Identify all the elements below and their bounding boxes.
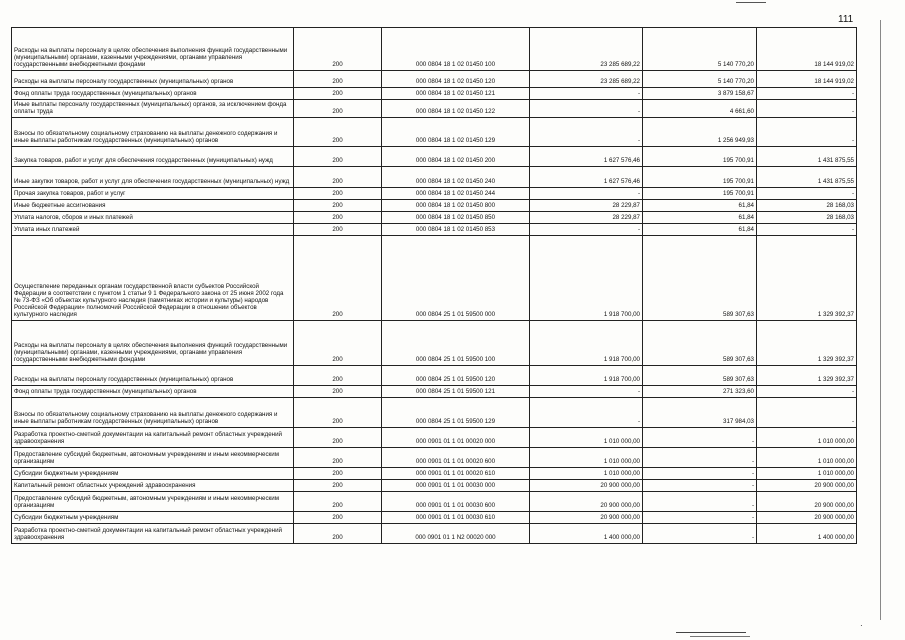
cell-line-code: 200 (294, 468, 382, 480)
cell-executed-amount: - (643, 448, 757, 468)
cell-approved-amount: - (530, 88, 643, 100)
cell-approved-amount: 1 918 700,00 (530, 321, 643, 366)
cell-line-code: 200 (294, 200, 382, 212)
cell-unexecuted-amount: - (757, 398, 857, 428)
table-row (12, 71, 857, 88)
cell-executed-amount: 195 700,91 (643, 147, 757, 167)
cell-description: Предоставление субсидий бюджетным, автономным учреждениям и иным некоммерческим организациям (12, 448, 294, 468)
cell-budget-classification-code: 000 0804 18 1 02 01450 853 (382, 224, 530, 236)
cell-description: Субсидии бюджетным учреждениям (12, 468, 294, 480)
cell-approved-amount: 23 285 689,22 (530, 71, 643, 88)
cell-budget-classification-code: 000 0804 25 1 01 59500 000 (382, 236, 530, 321)
cell-unexecuted-amount: 1 010 000,00 (757, 468, 857, 480)
cell-line-code: 200 (294, 188, 382, 200)
cell-description: Иные выплаты персоналу государственных (муниципальных) органов, за исключением фонда оплаты труда (12, 100, 294, 118)
cell-line-code: 200 (294, 147, 382, 167)
cell-budget-classification-code: 000 0804 18 1 02 01450 240 (382, 167, 530, 188)
cell-budget-classification-code: 000 0901 01 1 N2 00020 000 (382, 524, 530, 544)
cell-budget-classification-code: 000 0901 01 1 01 00030 000 (382, 480, 530, 492)
cell-description: Закупка товаров, работ и услуг для обеспечения государственных (муниципальных) нужд (12, 147, 294, 167)
cell-approved-amount: - (530, 398, 643, 428)
cell-budget-classification-code: 000 0804 25 1 01 59500 100 (382, 321, 530, 366)
budget-execution-table (11, 27, 857, 544)
cell-approved-amount: 1 400 000,00 (530, 524, 643, 544)
cell-budget-classification-code: 000 0804 18 1 02 01450 121 (382, 88, 530, 100)
table-row (12, 468, 857, 480)
cell-budget-classification-code: 000 0901 01 1 01 00030 610 (382, 512, 530, 524)
cell-unexecuted-amount: - (757, 88, 857, 100)
cell-approved-amount: 1 627 576,46 (530, 147, 643, 167)
cell-approved-amount: 23 285 689,22 (530, 28, 643, 71)
table-row (12, 100, 857, 118)
cell-description: Прочая закупка товаров, работ и услуг (12, 188, 294, 200)
cell-unexecuted-amount: 20 900 000,00 (757, 480, 857, 492)
cell-unexecuted-amount: 1 010 000,00 (757, 428, 857, 448)
table-row (12, 224, 857, 236)
table-row (12, 512, 857, 524)
cell-approved-amount: - (530, 100, 643, 118)
cell-budget-classification-code: 000 0804 18 1 02 01450 100 (382, 28, 530, 71)
table-row (12, 28, 857, 71)
table-row (12, 147, 857, 167)
cell-executed-amount: - (643, 492, 757, 512)
cell-approved-amount: 28 229,87 (530, 200, 643, 212)
cell-budget-classification-code: 000 0804 25 1 01 59500 129 (382, 398, 530, 428)
cell-unexecuted-amount: 1 010 000,00 (757, 448, 857, 468)
cell-line-code: 200 (294, 480, 382, 492)
cell-line-code: 200 (294, 88, 382, 100)
cell-line-code: 200 (294, 212, 382, 224)
cell-unexecuted-amount: - (757, 386, 857, 398)
cell-line-code: 200 (294, 100, 382, 118)
cell-line-code: 200 (294, 224, 382, 236)
cell-approved-amount: 1 010 000,00 (530, 468, 643, 480)
cell-description: Разработка проектно-сметной документации на капитальный ремонт областных учреждений здравоохранения (12, 428, 294, 448)
cell-unexecuted-amount: 1 329 392,37 (757, 321, 857, 366)
cell-executed-amount: 1 256 949,93 (643, 118, 757, 147)
cell-description: Расходы на выплаты персоналу государственных (муниципальных) органов (12, 366, 294, 386)
cell-line-code: 200 (294, 71, 382, 88)
cell-unexecuted-amount: 28 168,03 (757, 200, 857, 212)
cell-unexecuted-amount: 1 329 392,37 (757, 236, 857, 321)
scan-dot: · (860, 621, 863, 630)
cell-approved-amount: 20 900 000,00 (530, 512, 643, 524)
cell-line-code: 200 (294, 398, 382, 428)
cell-executed-amount: - (643, 480, 757, 492)
table-row (12, 321, 857, 366)
cell-unexecuted-amount: 28 168,03 (757, 212, 857, 224)
cell-approved-amount: 20 900 000,00 (530, 492, 643, 512)
cell-executed-amount: - (643, 524, 757, 544)
cell-line-code: 200 (294, 492, 382, 512)
cell-line-code: 200 (294, 428, 382, 448)
scan-mark-top (736, 2, 766, 3)
table-row (12, 524, 857, 544)
cell-executed-amount: 195 700,91 (643, 167, 757, 188)
cell-unexecuted-amount: - (757, 224, 857, 236)
cell-description: Предоставление субсидий бюджетным, автономным учреждениям и иным некоммерческим организациям (12, 492, 294, 512)
table-row (12, 386, 857, 398)
cell-approved-amount: - (530, 224, 643, 236)
cell-executed-amount: 61,84 (643, 200, 757, 212)
cell-budget-classification-code: 000 0901 01 1 01 00020 000 (382, 428, 530, 448)
cell-approved-amount: - (530, 386, 643, 398)
cell-budget-classification-code: 000 0804 18 1 02 01450 850 (382, 212, 530, 224)
cell-description: Уплата иных платежей (12, 224, 294, 236)
cell-approved-amount: 1 918 700,00 (530, 236, 643, 321)
cell-unexecuted-amount: 1 431 875,55 (757, 167, 857, 188)
cell-budget-classification-code: 000 0804 25 1 01 59500 121 (382, 386, 530, 398)
cell-description: Расходы на выплаты персоналу в целях обеспечения выполнения функций государственными (муниципальными) органами, казенными учреждениями, органами управления государственными внебюджетными фондами (12, 321, 294, 366)
cell-executed-amount: 5 140 770,20 (643, 28, 757, 71)
cell-executed-amount: - (643, 512, 757, 524)
cell-executed-amount: 589 307,63 (643, 366, 757, 386)
cell-approved-amount: 1 627 576,46 (530, 167, 643, 188)
cell-budget-classification-code: 000 0901 01 1 01 00020 610 (382, 468, 530, 480)
cell-line-code: 200 (294, 28, 382, 71)
cell-line-code: 200 (294, 512, 382, 524)
cell-approved-amount: 1 010 000,00 (530, 428, 643, 448)
cell-line-code: 200 (294, 524, 382, 544)
cell-approved-amount: - (530, 188, 643, 200)
table-row (12, 88, 857, 100)
cell-unexecuted-amount: 1 329 392,37 (757, 366, 857, 386)
cell-approved-amount: 28 229,87 (530, 212, 643, 224)
cell-description: Иные бюджетные ассигнования (12, 200, 294, 212)
scan-mark-bottom-2 (690, 636, 750, 637)
cell-approved-amount: 1 010 000,00 (530, 448, 643, 468)
cell-unexecuted-amount: 20 900 000,00 (757, 512, 857, 524)
cell-executed-amount: 5 140 770,20 (643, 71, 757, 88)
cell-description: Фонд оплаты труда государственных (муниципальных) органов (12, 88, 294, 100)
budget-table-body (12, 28, 857, 544)
table-row (12, 448, 857, 468)
cell-unexecuted-amount: - (757, 188, 857, 200)
cell-line-code: 200 (294, 118, 382, 147)
cell-executed-amount: 589 307,63 (643, 321, 757, 366)
cell-line-code: 200 (294, 321, 382, 366)
cell-budget-classification-code: 000 0901 01 1 01 00030 600 (382, 492, 530, 512)
cell-budget-classification-code: 000 0804 18 1 02 01450 122 (382, 100, 530, 118)
cell-line-code: 200 (294, 236, 382, 321)
cell-unexecuted-amount: - (757, 100, 857, 118)
cell-executed-amount: 589 307,63 (643, 236, 757, 321)
cell-approved-amount: - (530, 118, 643, 147)
cell-executed-amount: 4 661,60 (643, 100, 757, 118)
scan-mark-bottom (676, 632, 746, 633)
cell-budget-classification-code: 000 0901 01 1 01 00020 600 (382, 448, 530, 468)
cell-budget-classification-code: 000 0804 18 1 02 01450 200 (382, 147, 530, 167)
cell-description: Расходы на выплаты персоналу в целях обеспечения выполнения функций государственными (муниципальными) органами, казенными учреждениями, органами управления государственными внебюджетными фондами (12, 28, 294, 71)
table-row (12, 480, 857, 492)
page-number: 111 (838, 14, 854, 25)
cell-executed-amount: - (643, 428, 757, 448)
cell-description: Осуществление переданных органам государственной власти субъектов Российской Федерации в соответствии с пунктом 1 статьи 9 1 Федерального закона от 25 июня 2002 года № 73-ФЗ «Об объектах культурного наследия (памятниках истории и культуры) народов Российской Федерации» полномочий Российской Федерации в отношении объектов культурного наследия (12, 236, 294, 321)
cell-description: Капитальный ремонт областных учреждений здравоохранения (12, 480, 294, 492)
cell-budget-classification-code: 000 0804 18 1 02 01450 800 (382, 200, 530, 212)
cell-description: Уплата налогов, сборов и иных платежей (12, 212, 294, 224)
cell-unexecuted-amount: 18 144 919,02 (757, 71, 857, 88)
cell-executed-amount: - (643, 468, 757, 480)
cell-description: Расходы на выплаты персоналу государственных (муниципальных) органов (12, 71, 294, 88)
scan-border-line (880, 20, 881, 620)
cell-description: Иные закупки товаров, работ и услуг для обеспечения государственных (муниципальных) нужд (12, 167, 294, 188)
table-row (12, 188, 857, 200)
cell-approved-amount: 1 918 700,00 (530, 366, 643, 386)
cell-description: Фонд оплаты труда государственных (муниципальных) органов (12, 386, 294, 398)
table-row (12, 236, 857, 321)
table-row (12, 200, 857, 212)
cell-executed-amount: 3 879 158,67 (643, 88, 757, 100)
table-row (12, 167, 857, 188)
cell-approved-amount: 20 900 000,00 (530, 480, 643, 492)
table-row (12, 118, 857, 147)
cell-executed-amount: 61,84 (643, 212, 757, 224)
cell-description: Разработка проектно-сметной документации на капитальный ремонт областных учреждений здравоохранения (12, 524, 294, 544)
cell-line-code: 200 (294, 167, 382, 188)
cell-description: Взносы по обязательному социальному страхованию на выплаты денежного содержания и иные выплаты работникам государственных (муниципальных) органов (12, 398, 294, 428)
cell-unexecuted-amount: 1 400 000,00 (757, 524, 857, 544)
cell-executed-amount: 195 700,91 (643, 188, 757, 200)
cell-unexecuted-amount: - (757, 118, 857, 147)
table-row (12, 366, 857, 386)
cell-unexecuted-amount: 18 144 919,02 (757, 28, 857, 71)
table-row (12, 212, 857, 224)
cell-unexecuted-amount: 20 900 000,00 (757, 492, 857, 512)
table-row (12, 428, 857, 448)
cell-line-code: 200 (294, 366, 382, 386)
cell-executed-amount: 61,84 (643, 224, 757, 236)
table-row (12, 398, 857, 428)
cell-budget-classification-code: 000 0804 18 1 02 01450 129 (382, 118, 530, 147)
cell-line-code: 200 (294, 448, 382, 468)
cell-unexecuted-amount: 1 431 875,55 (757, 147, 857, 167)
cell-budget-classification-code: 000 0804 25 1 01 59500 120 (382, 366, 530, 386)
cell-executed-amount: 271 323,60 (643, 386, 757, 398)
table-row (12, 492, 857, 512)
cell-description: Взносы по обязательному социальному страхованию на выплаты денежного содержания и иные выплаты работникам государственных (муниципальных) органов (12, 118, 294, 147)
cell-budget-classification-code: 000 0804 18 1 02 01450 244 (382, 188, 530, 200)
cell-line-code: 200 (294, 386, 382, 398)
cell-budget-classification-code: 000 0804 18 1 02 01450 120 (382, 71, 530, 88)
cell-description: Субсидии бюджетным учреждениям (12, 512, 294, 524)
cell-executed-amount: 317 984,03 (643, 398, 757, 428)
